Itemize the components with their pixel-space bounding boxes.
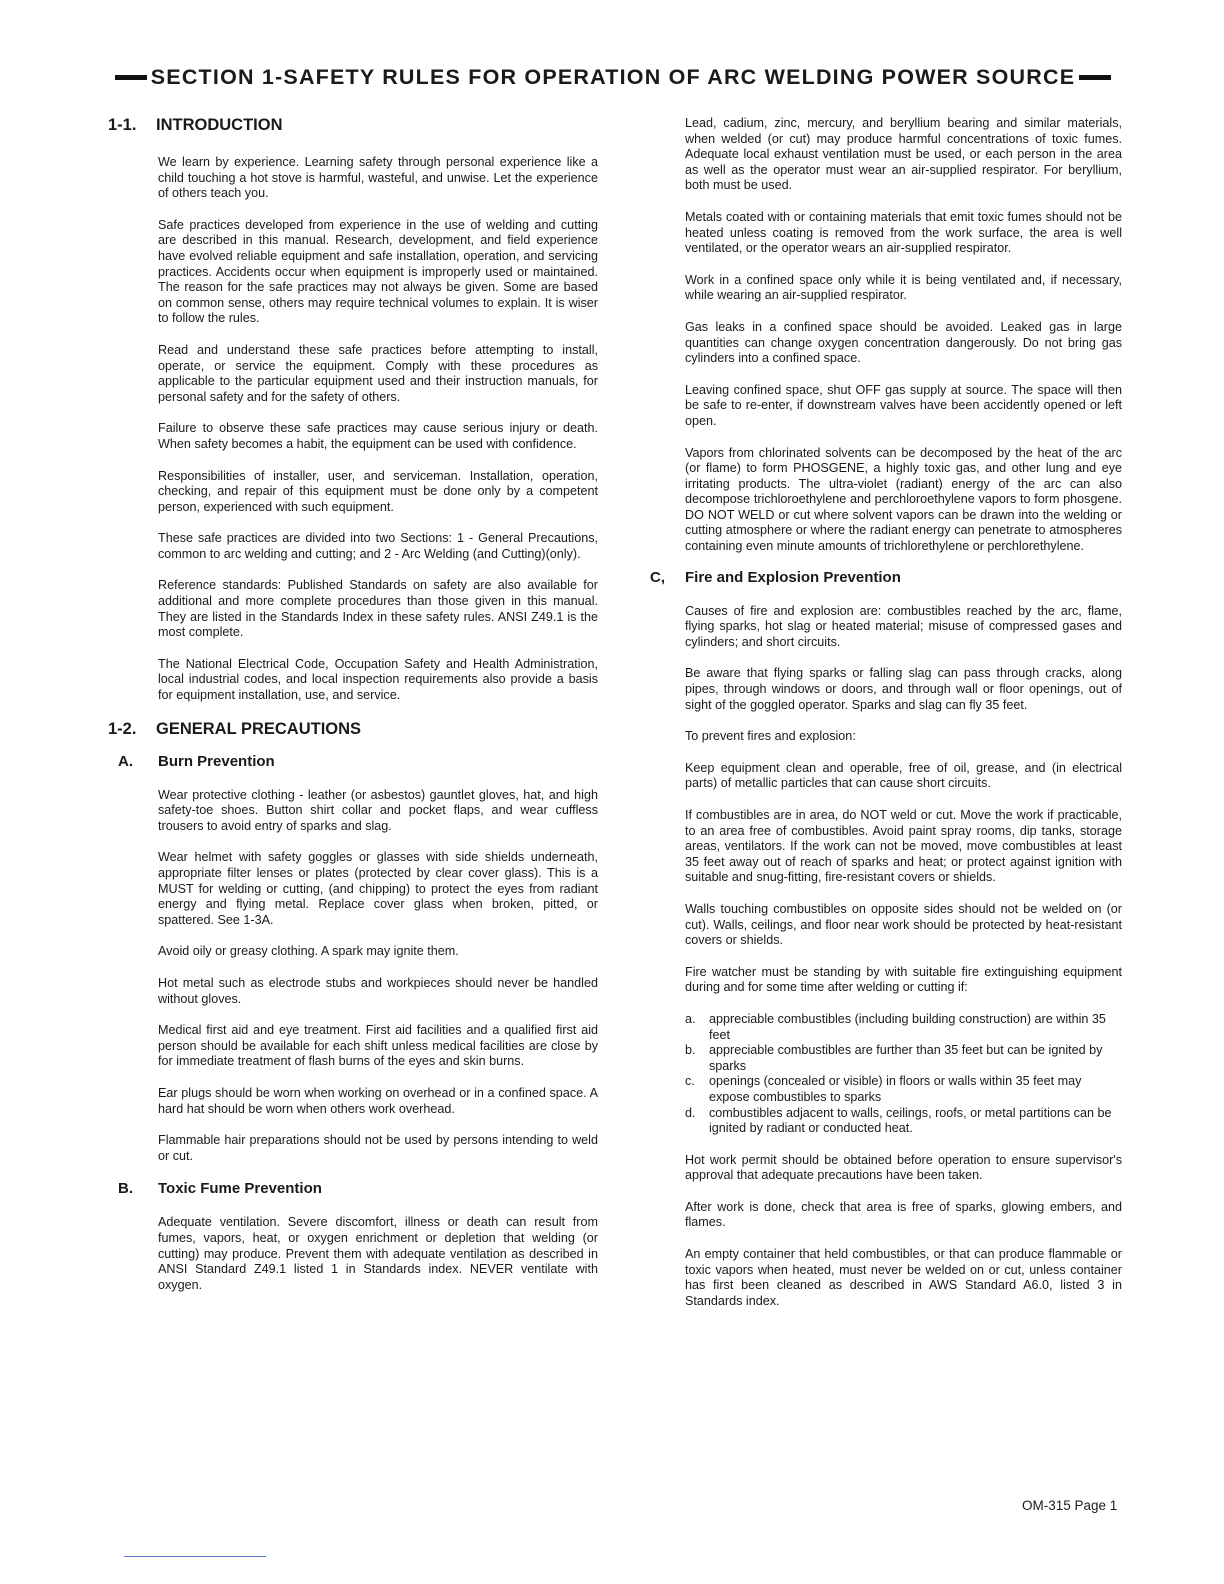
paragraph: Read and understand these safe practices before attempting to install, operate, or service the equipment. Comply with these procedures as applicable to the particular equipment used and their instruction manuals, for personal safety and for the safety of others. (158, 342, 598, 404)
paragraph: To prevent fires and explosion: (685, 729, 856, 744)
list-label: c. (685, 1074, 695, 1089)
paragraph: These safe practices are divided into two Sections: 1 - General Precautions, common to arc welding and cutting; and 2 - Arc Welding (and Cutting)(only). (158, 531, 598, 561)
subsection-title: Burn Prevention (158, 752, 275, 770)
paragraph: After work is done, check that area is free of sparks, glowing embers, and flames. (685, 1199, 1122, 1230)
paragraph: Reference standards: Published Standards on safety are also available for additional and more complete procedures than those given in this manual. They are listed in the Standards Index in these safety rules. ANSI Z49.1 is the most complete. (158, 578, 598, 640)
subsection-letter: A. (118, 752, 133, 770)
paragraph: An empty container that held combustibles, or that can produce flammable or toxic vapors when heated, must never be welded on or cut, unless container has first been cleaned as described in AWS Standard A6.0, listed 3 in Standards index. (685, 1247, 1122, 1308)
paragraph: Walls touching combustibles on opposite sides should not be welded on (or cut). Walls, ceilings, and floor near work should be protected by heat-resistant covers or shields. (685, 901, 1122, 948)
paragraph: Ear plugs should be worn when working on overhead or in a confined space. A hard hat should be worn when others work overhead. (158, 1085, 598, 1116)
section-heading-introduction (108, 116, 598, 135)
subsection-letter: B. (118, 1180, 133, 1198)
paragraph: Avoid oily or greasy clothing. A spark may ignite them. (158, 944, 459, 959)
list-item (685, 1012, 1122, 1043)
subsection-heading-fire (650, 569, 1122, 586)
paragraph: Hot metal such as electrode stubs and workpieces should never be handled without gloves. (158, 975, 598, 1006)
paragraph: Be aware that flying sparks or falling slag can pass through cracks, along pipes, through windows or doors, and through wall or floor openings, out of sight of the goggled operator. Sparks and slag can fly 35 feet. (685, 666, 1122, 712)
list-label: b. (685, 1043, 696, 1058)
paragraph: Wear protective clothing - leather (or asbestos) gauntlet gloves, hat, and high safety-toe shoes. Button shirt collar and pocket flaps, and wear cuffless trousers to avoid entry of sparks and slag. (158, 787, 598, 833)
section-title: INTRODUCTION (156, 116, 283, 134)
paragraph: Work in a confined space only while it is being ventilated and, if necessary, while wearing an air-supplied respirator. (685, 272, 1122, 303)
subsection-heading-burn (108, 753, 598, 770)
paragraph: We learn by experience. Learning safety through personal experience like a child touching a hot stove is harmful, wasteful, and unwise. Let the experience of others teach you. (158, 155, 598, 201)
paragraph: Failure to observe these safe practices may cause serious injury or death. When safety becomes a habit, the equipment can be used with confidence. (158, 421, 598, 451)
right-column (650, 116, 1122, 1325)
page-title (113, 62, 1113, 92)
page-title-text: SECTION 1-SAFETY RULES FOR OPERATION OF ARC WELDING POWER SOURCE (150, 64, 1076, 89)
list-text: combustibles adjacent to walls, ceilings, roofs, or metal partitions can be ignited by radiant or conducted heat. (709, 1105, 1112, 1136)
paragraph: Medical first aid and eye treatment. First aid facilities and a qualified first aid person should be available for each shift unless medical facilities are close by for immediate treatment of flash burns of the eyes and skin burns. (158, 1023, 598, 1069)
list-item (685, 1106, 1122, 1137)
section-heading-general-precautions (108, 720, 598, 739)
paragraph: The National Electrical Code, Occupation Safety and Health Administration, local industrial codes, and local inspection requirements also provide a basis for equipment installation, use, and service. (158, 656, 598, 703)
title-right-bar (1079, 75, 1111, 80)
list-label: d. (685, 1105, 696, 1120)
paragraph: Metals coated with or containing materials that emit toxic fumes should not be heated unless coating is removed from the work surface, the area is well ventilated, or the operator wears an air-supplied respirator. (685, 209, 1122, 256)
page-number: OM-315 Page 1 (1022, 1498, 1118, 1513)
subsection-title: Fire and Explosion Prevention (685, 568, 901, 586)
paragraph: Vapors from chlorinated solvents can be decomposed by the heat of the arc (or flame) to form PHOSGENE, a highly toxic gas, and other lung and eye irritating products. The ultra-violet (radiant) energy of the arc can also decompose trichloroethylene and perchloroethylene vapors to form phosgene. DO NOT WELD or cut where solvent vapors can be drawn into the welding or cutting atmosphere or where the radiant energy can penetrate to atmospheres containing even minute amounts of trichlorethylene or perchlorethylene. (685, 445, 1122, 554)
title-left-bar (115, 75, 147, 80)
paragraph: Flammable hair preparations should not be used by persons intending to weld or cut. (158, 1133, 598, 1163)
paragraph: Keep equipment clean and operable, free of oil, grease, and (in electrical parts) of metallic particles that can cause short circuits. (685, 760, 1122, 791)
fire-watch-list (685, 1012, 1122, 1137)
subsection-title: Toxic Fume Prevention (158, 1180, 322, 1198)
section-number: 1-2. (108, 719, 137, 738)
paragraph: Wear helmet with safety goggles or glasses with side shields underneath, appropriate filter lenses or plates (protected by clear cover glass). This is a MUST for welding or cutting, (and chipping) to protect the eyes from radiant energy and flying metal. Replace cover glass when broken, pitted, or spattered. See 1-3A. (158, 850, 598, 927)
left-column (108, 116, 598, 1309)
list-item (685, 1043, 1122, 1074)
section-title: GENERAL PRECAUTIONS (156, 719, 362, 738)
list-label: a. (685, 1011, 696, 1026)
footnote-rule (124, 1556, 266, 1557)
subsection-heading-toxic-fume (108, 1180, 598, 1197)
list-text: openings (concealed or visible) in floors or walls within 35 feet may expose combustibles to sparks (709, 1074, 1082, 1104)
paragraph: Lead, cadium, zinc, mercury, and beryllium bearing and similar materials, when welded (or cut) may produce harmful concentrations of toxic fumes. Adequate local exhaust ventilation must be used, or each person in the area as well as the operator must wear an air-supplied respirator. For beryllium, both must be used. (685, 116, 1122, 193)
paragraph: Leaving confined space, shut OFF gas supply at source. The space will then be safe to re-enter, if downstream valves have been accidently opened or left open. (685, 382, 1122, 428)
paragraph: If combustibles are in area, do NOT weld or cut. Move the work if practicable, to an area free of combustibles. Avoid paint spray rooms, dip tanks, storage areas, ventilators. If the work can not be moved, move combustibles at least 35 feet away out of reach of sparks and heat; or protect against ignition with suitable and snug-fitting, fire-resistant covers or shields. (685, 808, 1122, 885)
section-number: 1-1. (108, 116, 137, 134)
paragraph: Hot work permit should be obtained before operation to ensure supervisor's approval that adequate precautions have been taken. (685, 1152, 1122, 1183)
list-item (685, 1074, 1122, 1105)
subsection-letter: C, (650, 568, 665, 586)
list-text: appreciable combustibles (including building construction) are within 35 feet (709, 1011, 1106, 1042)
paragraph: Safe practices developed from experience in the use of welding and cutting are described in this manual. Research, development, and field experience have evolved reliable equipment and safe installation, operation, and servicing practices. Accidents occur when equipment is improperly used or maintained. The reason for the safe practices may not always be given. Some are based on common sense, others may require technical volumes to explain. It is wiser to follow the rules. (158, 217, 598, 326)
paragraph: Fire watcher must be standing by with suitable fire extinguishing equipment during and for some time after welding or cutting if: (685, 964, 1122, 995)
paragraph: Adequate ventilation. Severe discomfort, illness or death can result from fumes, vapors, heat, or oxygen enrichment or depletion that welding (or cutting) may produce. Prevent them with adequate ventilation as described in ANSI Standard Z49.1 listed 1 in Standards index. NEVER ventilate with oxygen. (158, 1215, 598, 1292)
list-text: appreciable combustibles are further than 35 feet but can be ignited by sparks (709, 1043, 1103, 1073)
paragraph: Responsibilities of installer, user, and serviceman. Installation, operation, checking, and repair of this equipment must be done only by a competent person, experienced with such equipment. (158, 468, 598, 514)
paragraph: Causes of fire and explosion are: combustibles reached by the arc, flame, flying sparks, hot slag or heated material; misuse of compressed gases and cylinders; and short circuits. (685, 603, 1122, 649)
paragraph: Gas leaks in a confined space should be avoided. Leaked gas in large quantities can change oxygen concentration dangerously. Do not bring gas cylinders into a confined space. (685, 319, 1122, 366)
